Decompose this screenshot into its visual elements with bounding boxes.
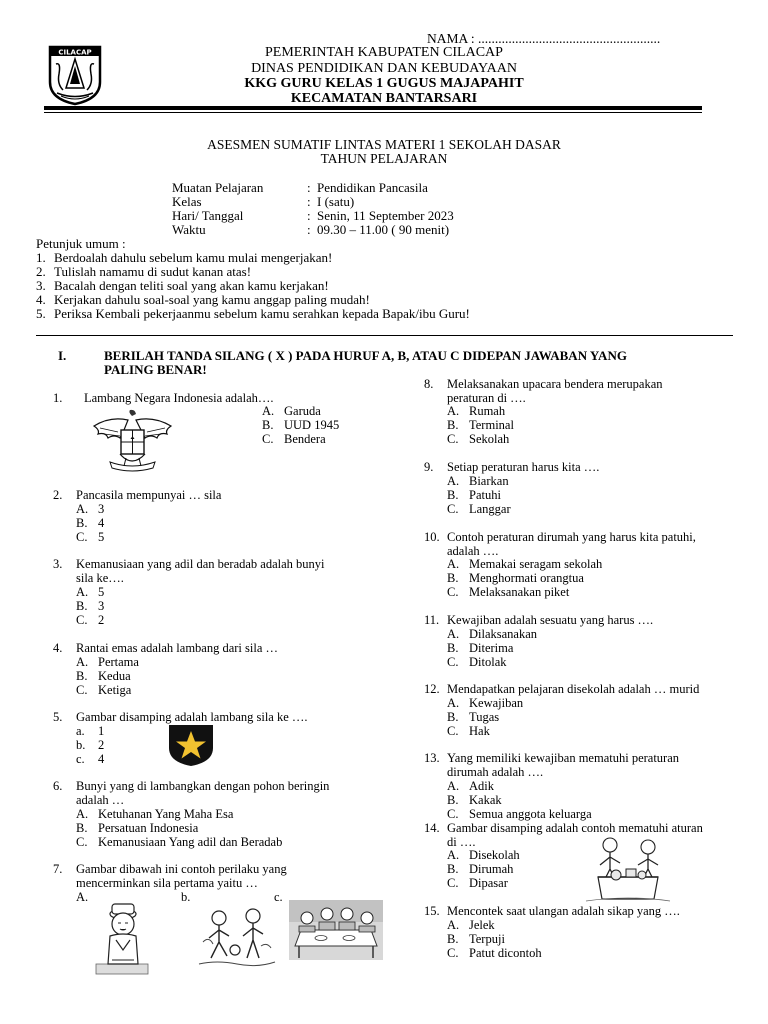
header-line-3: KKG GURU KELAS 1 GUGUS MAJAPAHIT bbox=[244, 76, 524, 91]
question-text-line-2: sila ke…. bbox=[76, 571, 124, 585]
info-colon: : bbox=[307, 194, 311, 209]
question-num: 6. bbox=[53, 779, 63, 793]
option-letter: A. bbox=[76, 807, 89, 821]
question-text: Gambar disamping adalah lambang sila ke …. bbox=[76, 710, 308, 724]
option-text: 5 bbox=[98, 585, 105, 599]
option-letter: A. bbox=[76, 585, 89, 599]
option-letter: B. bbox=[447, 488, 459, 502]
info-value: I (satu) bbox=[317, 194, 355, 209]
option-letter: A. bbox=[447, 696, 460, 710]
option-text: 3 bbox=[98, 502, 105, 516]
info-value: Pendidikan Pancasila bbox=[317, 180, 428, 195]
option-letter: B. bbox=[76, 821, 88, 835]
option-text: UUD 1945 bbox=[284, 418, 340, 432]
tidying-toys-image bbox=[584, 835, 672, 908]
playing-children-image bbox=[197, 902, 277, 973]
option-letter: a. bbox=[76, 724, 85, 738]
q7-label-c[interactable]: c. bbox=[274, 890, 283, 904]
cilacap-logo bbox=[47, 44, 103, 106]
question-text-line-1: Kemanusiaan yang adil dan beradab adalah bunyi bbox=[76, 557, 325, 571]
q7-label-b[interactable]: b. bbox=[181, 890, 191, 904]
question-num: 8. bbox=[424, 377, 434, 391]
question-text-line-1: Melaksanakan upacara bendera merupakan bbox=[447, 377, 663, 391]
option-text: 1 bbox=[98, 724, 105, 738]
question-text-line-2: adalah …. bbox=[447, 544, 499, 558]
question-num: 13. bbox=[424, 751, 440, 765]
option-letter: B. bbox=[262, 418, 274, 432]
info-colon: : bbox=[307, 180, 311, 195]
question-text: Mencontek saat ulangan adalah sikap yang …. bbox=[447, 904, 680, 918]
option-text: Dirumah bbox=[469, 862, 514, 876]
question-num: 15. bbox=[424, 904, 440, 918]
logo-text: CILACAP bbox=[58, 48, 92, 57]
option-text: 4 bbox=[98, 516, 105, 530]
family-meal-image bbox=[289, 900, 383, 965]
option-text: Disekolah bbox=[469, 848, 520, 862]
option-text: 4 bbox=[98, 752, 105, 766]
option-letter: C. bbox=[447, 502, 459, 516]
question-text-line-1: Yang memiliki kewajiban mematuhi peraturan bbox=[447, 751, 680, 765]
option-text: Pertama bbox=[98, 655, 139, 669]
garuda-pancasila-image bbox=[90, 408, 175, 483]
section-heading-2: PALING BENAR! bbox=[104, 362, 207, 377]
option-letter: C. bbox=[447, 807, 459, 821]
option-letter: A. bbox=[447, 627, 460, 641]
option-letter: C. bbox=[262, 432, 274, 446]
instruction-num: 3. bbox=[36, 278, 46, 293]
option-text: Tugas bbox=[469, 710, 500, 724]
option-letter: A. bbox=[76, 502, 89, 516]
instructions-title: Petunjuk umum : bbox=[36, 236, 126, 251]
option-letter: A. bbox=[447, 779, 460, 793]
option-letter: C. bbox=[447, 876, 459, 890]
question-num: 4. bbox=[53, 641, 63, 655]
info-label: Muatan Pelajaran bbox=[172, 180, 264, 195]
option-text: Ketuhanan Yang Maha Esa bbox=[98, 807, 234, 821]
question-text: Kewajiban adalah sesuatu yang harus …. bbox=[447, 613, 654, 627]
instruction-item bbox=[36, 306, 470, 321]
header-line-2: DINAS PENDIDIKAN DAN KEBUDAYAAN bbox=[251, 61, 517, 76]
option-text: Sekolah bbox=[469, 432, 510, 446]
option-text: Semua anggota keluarga bbox=[469, 807, 592, 821]
question-num: 14. bbox=[424, 821, 440, 835]
instruction-item bbox=[36, 250, 333, 265]
question-text-line-2: mencerminkan sila pertama yaitu … bbox=[76, 876, 258, 890]
option-text: Ditolak bbox=[469, 655, 507, 669]
option-letter: B. bbox=[447, 641, 459, 655]
question-num: 12. bbox=[424, 682, 440, 696]
option-letter: A. bbox=[447, 557, 460, 571]
info-colon: : bbox=[307, 208, 311, 223]
option-text: Patut dicontoh bbox=[469, 946, 542, 960]
option-letter: C. bbox=[447, 946, 459, 960]
info-colon: : bbox=[307, 222, 311, 237]
option-letter: C. bbox=[447, 655, 459, 669]
option-text: 3 bbox=[98, 599, 105, 613]
option-letter: C. bbox=[76, 683, 88, 697]
question-text-line-2: di …. bbox=[447, 835, 476, 849]
info-label: Waktu bbox=[172, 222, 206, 237]
option-text: Persatuan Indonesia bbox=[98, 821, 199, 835]
question-text: Rantai emas adalah lambang dari sila … bbox=[76, 641, 279, 655]
praying-child-image bbox=[92, 900, 154, 981]
question-num: 7. bbox=[53, 862, 63, 876]
instruction-num: 5. bbox=[36, 306, 46, 321]
option-text: Kakak bbox=[469, 793, 502, 807]
option-letter: A. bbox=[447, 404, 460, 418]
option-letter: C. bbox=[76, 613, 88, 627]
option-text: Diterima bbox=[469, 641, 514, 655]
option-text: Menghormati orangtua bbox=[469, 571, 584, 585]
option-text: Terpuji bbox=[469, 932, 505, 946]
instruction-item bbox=[36, 292, 370, 307]
option-letter: c. bbox=[76, 752, 85, 766]
exam-title: ASESMEN SUMATIF LINTAS MATERI 1 SEKOLAH DASAR bbox=[207, 137, 561, 152]
option-text: Langgar bbox=[469, 502, 511, 516]
option-letter: C. bbox=[447, 724, 459, 738]
question-text-line-2: peraturan di …. bbox=[447, 391, 526, 405]
question-text-line-1: Contoh peraturan dirumah yang harus kita patuhi, bbox=[447, 530, 696, 544]
question-text: Pancasila mempunyai … sila bbox=[76, 488, 222, 502]
question-num: 2. bbox=[53, 488, 63, 502]
option-text: Ketiga bbox=[98, 683, 132, 697]
option-letter: C. bbox=[447, 585, 459, 599]
instruction-text: Kerjakan dahulu soal-soal yang kamu anggap paling mudah! bbox=[54, 292, 370, 307]
option-letter: B. bbox=[76, 516, 88, 530]
option-text: Bendera bbox=[284, 432, 326, 446]
info-value: 09.30 – 11.00 ( 90 menit) bbox=[317, 222, 450, 237]
option-text: Jelek bbox=[469, 918, 495, 932]
option-text: 2 bbox=[98, 738, 105, 752]
option-letter: B. bbox=[447, 571, 459, 585]
option-text: Terminal bbox=[469, 418, 514, 432]
option-letter: b. bbox=[76, 738, 86, 752]
option-letter: B. bbox=[447, 932, 459, 946]
option-letter: A. bbox=[76, 655, 89, 669]
instruction-item bbox=[36, 278, 329, 293]
instruction-num: 1. bbox=[36, 250, 46, 265]
option-letter: B. bbox=[76, 669, 88, 683]
info-label: Hari/ Tanggal bbox=[172, 208, 244, 223]
header-divider-thin bbox=[44, 112, 702, 113]
instruction-text: Tulislah namamu di sudut kanan atas! bbox=[54, 264, 252, 279]
option-text: Melaksanakan piket bbox=[469, 585, 570, 599]
instruction-text: Berdoalah dahulu sebelum kamu mulai mengerjakan! bbox=[54, 250, 333, 265]
option-text: Kedua bbox=[98, 669, 131, 683]
option-letter: A. bbox=[447, 474, 460, 488]
option-letter: C. bbox=[76, 835, 88, 849]
section-num: I. bbox=[58, 348, 67, 363]
option-text: Dilaksanakan bbox=[469, 627, 538, 641]
option-text: Dipasar bbox=[469, 876, 508, 890]
option-letter: B. bbox=[447, 862, 459, 876]
question-num: 11. bbox=[424, 613, 440, 627]
instruction-num: 2. bbox=[36, 264, 46, 279]
question-text-line-2: dirumah adalah …. bbox=[447, 765, 544, 779]
option-text: Adik bbox=[469, 779, 494, 793]
instruction-item bbox=[36, 264, 252, 279]
question-num: 5. bbox=[53, 710, 63, 724]
star-shield-icon bbox=[166, 722, 216, 773]
section-heading-1: BERILAH TANDA SILANG ( X ) PADA HURUF A, B, ATAU C DIDEPAN JAWABAN YANG bbox=[104, 348, 627, 363]
option-text: Rumah bbox=[469, 404, 506, 418]
option-letter: A. bbox=[262, 404, 275, 418]
option-letter: B. bbox=[447, 793, 459, 807]
option-text: 5 bbox=[98, 530, 105, 544]
exam-year: TAHUN PELAJARAN bbox=[320, 151, 448, 166]
option-text: Kemanusiaan Yang adil dan Beradab bbox=[98, 835, 283, 849]
option-text: Biarkan bbox=[469, 474, 509, 488]
option-text: Patuhi bbox=[469, 488, 501, 502]
instruction-num: 4. bbox=[36, 292, 46, 307]
question-text: Mendapatkan pelajaran disekolah adalah … murid bbox=[447, 682, 700, 696]
question-text-line-1: Gambar disamping adalah contoh mematuhi aturan bbox=[447, 821, 703, 835]
question-num: 9. bbox=[424, 460, 434, 474]
option-letter: B. bbox=[447, 418, 459, 432]
option-text: Memakai seragam sekolah bbox=[469, 557, 603, 571]
question-text: Setiap peraturan harus kita …. bbox=[447, 460, 600, 474]
question-num: 3. bbox=[53, 557, 63, 571]
option-letter: C. bbox=[76, 530, 88, 544]
q7-label-a[interactable]: A. bbox=[76, 890, 89, 904]
instruction-text: Periksa Kembali pekerjaanmu sebelum kamu serahkan kepada Bapak/ibu Guru! bbox=[54, 306, 470, 321]
question-text: Lambang Negara Indonesia adalah…. bbox=[84, 391, 274, 405]
header-line-1: PEMERINTAH KABUPATEN CILACAP bbox=[265, 45, 503, 60]
question-text-line-1: Bunyi yang di lambangkan dengan pohon beringin bbox=[76, 779, 330, 793]
question-num: 1. bbox=[53, 391, 63, 405]
header-line-4: KECAMATAN BANTARSARI bbox=[290, 91, 478, 106]
option-letter: A. bbox=[447, 918, 460, 932]
option-letter: C. bbox=[447, 432, 459, 446]
option-letter: A. bbox=[447, 848, 460, 862]
question-num: 10. bbox=[424, 530, 440, 544]
question-text-line-2: adalah … bbox=[76, 793, 125, 807]
instruction-text: Bacalah dengan teliti soal yang akan kamu kerjakan! bbox=[54, 278, 329, 293]
name-field-label: NAMA : ...................................................... bbox=[427, 31, 661, 46]
section-divider bbox=[36, 335, 733, 336]
header-divider-thick bbox=[44, 106, 702, 110]
info-value: Senin, 11 September 2023 bbox=[317, 208, 454, 223]
info-label: Kelas bbox=[172, 194, 202, 209]
option-text: Kewajiban bbox=[469, 696, 524, 710]
option-text: 2 bbox=[98, 613, 105, 627]
option-text: Garuda bbox=[284, 404, 321, 418]
option-text: Hak bbox=[469, 724, 490, 738]
question-text-line-1: Gambar dibawah ini contoh perilaku yang bbox=[76, 862, 287, 876]
option-letter: B. bbox=[76, 599, 88, 613]
option-letter: B. bbox=[447, 710, 459, 724]
